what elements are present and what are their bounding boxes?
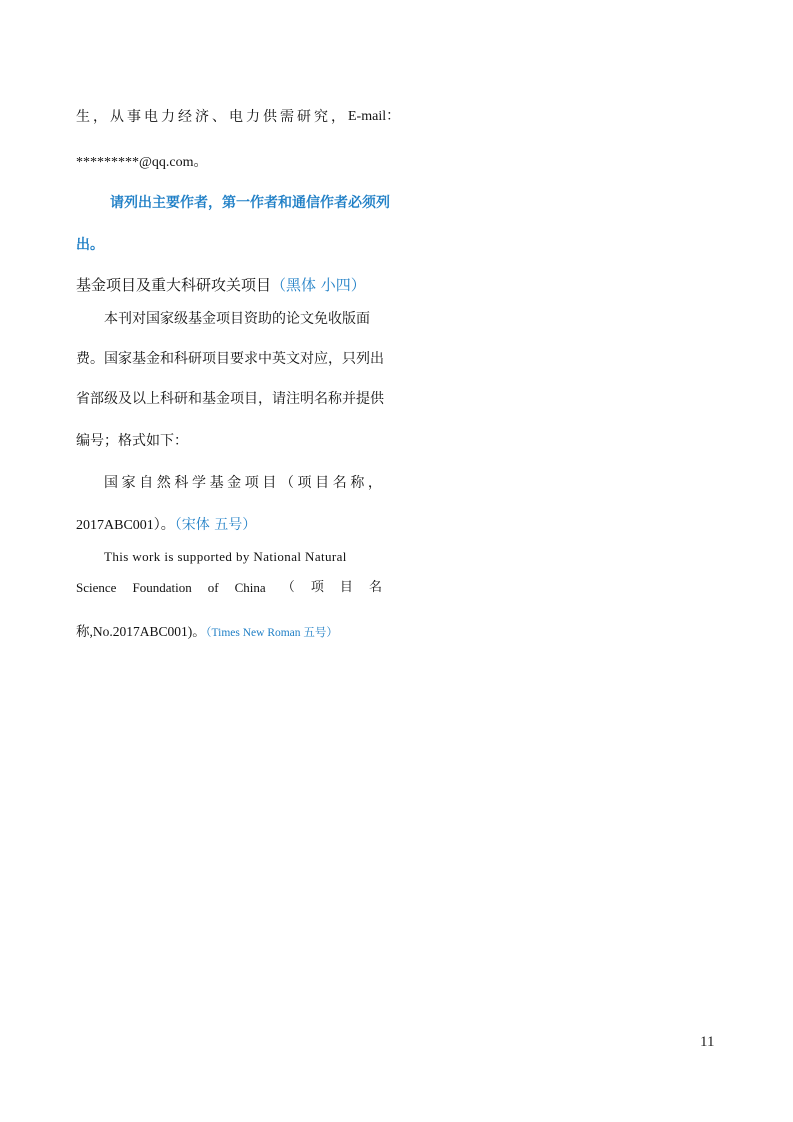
author-info-text: 生，从事电力经济、电力供需研究， (76, 109, 348, 125)
en-example-line-1 (104, 548, 382, 566)
cn-example-char: 目 (262, 475, 277, 491)
author-info-line-1 (76, 108, 401, 126)
author-note-line-1: 请列出主要作者，第一作者和通信作者必须列 (110, 195, 390, 211)
cn-example-char: 项 (244, 475, 259, 491)
en-example-format: （Times New Roman 五号） (205, 627, 338, 639)
cn-example-line-1 (104, 474, 382, 492)
en-example-text: This work is supported by National Natural (104, 549, 347, 564)
en-example-word: 名 (368, 580, 382, 595)
en-example-word: of (207, 580, 219, 595)
en-example-word: 项 (310, 580, 324, 595)
en-example-line-2 (76, 579, 382, 597)
cn-example-char: （ (279, 475, 294, 491)
en-example-word: 目 (339, 580, 353, 595)
cn-example-char: 然 (156, 475, 171, 491)
en-example-word: （ (281, 580, 295, 595)
cn-example-char: 名 (332, 475, 347, 491)
cn-example-char: 科 (174, 475, 189, 491)
author-email: *********@qq.com。 (76, 155, 208, 170)
cn-example-id: 2017ABC001）。 (76, 518, 175, 533)
fund-heading-text: 基金项目及重大科研攻关项目 (76, 276, 272, 294)
email-label: E-mail： (348, 109, 401, 124)
en-example-line-3 (76, 623, 382, 642)
cn-example-char: 称 (350, 475, 365, 491)
author-note-line-2: 出。 (76, 237, 104, 253)
cn-example-char: 目 (315, 475, 330, 491)
cn-example-char: 金 (227, 475, 242, 491)
cn-example-char: ， (367, 475, 382, 491)
cn-example-char: 国 (104, 475, 118, 491)
en-example-id: 称,No.2017ABC001)。 (76, 624, 206, 639)
fund-body-line-4: 编号；格式如下： (76, 433, 188, 449)
cn-example-char: 基 (209, 475, 224, 491)
cn-example-char: 自 (139, 475, 154, 491)
page-number: 11 (700, 1034, 715, 1050)
en-example-word: China (234, 580, 266, 595)
cn-example-char: 项 (297, 475, 312, 491)
cn-example-format: （宋体 五号） (174, 517, 257, 533)
fund-body-line-3: 省部级及以上科研和基金项目，请注明名称并提供 (76, 391, 384, 407)
en-example-word: Science (76, 580, 117, 595)
fund-body-line-2: 费。国家基金和科研项目要求中英文对应，只列出 (76, 351, 384, 367)
fund-heading-format: （黑体 小四） (271, 276, 366, 294)
cn-example-char: 学 (191, 475, 206, 491)
cn-example-line-2 (76, 516, 382, 535)
en-example-word: Foundation (132, 580, 192, 595)
cn-example-char: 家 (121, 475, 136, 491)
fund-section-heading (76, 276, 382, 294)
fund-body-line-1: 本刊对国家级基金项目资助的论文免收版面 (104, 311, 370, 327)
